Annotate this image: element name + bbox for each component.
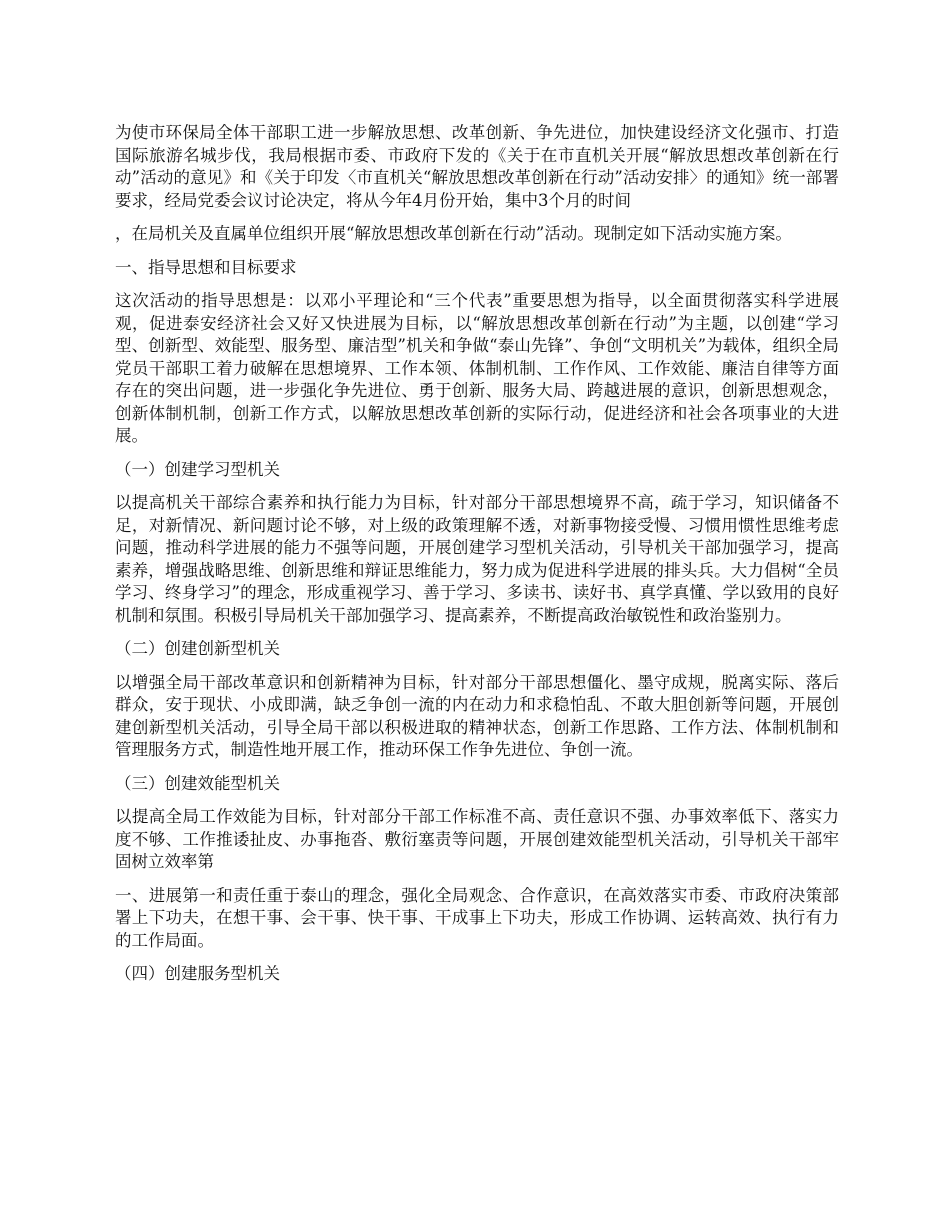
learning-paragraph: 以提高机关干部综合素养和执行能力为目标，针对部分干部思想境界不高，疏于学习，知识储备不足，对新情况、新问题讨论不够，对上级的政策理解不透，对新事物接受慢、习惯用惯性思维考虑问题，推动科学进展的能力不强等问题，开展创建学习型机关活动，引导机关干部加强学习，提高素养，增强战略思维、创新思维和辩证思维能力，努力成为促进科学进展的排头兵。大力倡树“全员学习、终身学习”的理念，形成重视学习、善于学习、多读书、读好书、真学真懂、学以致用的良好机制和氛围。积极引导局机关干部加强学习、提高素养，不断提高政治敏锐性和政治鉴别力。 [115, 493, 839, 625]
intro-paragraph-continued: ，在局机关及直属单位组织开展“解放思想改革创新在行动”活动。现制定如下活动实施方案。 [115, 224, 792, 243]
document-page [115, 122, 839, 997]
section-heading-guiding-thought: 一、指导思想和目标要求 [115, 257, 297, 277]
subsection-heading-service: （四）创建服务型机关 [115, 964, 280, 983]
efficiency-paragraph-continued: 一、进展第一和责任重于泰山的理念，强化全局观念、合作意识，在高效落实市委、市政府决策部署上下功夫，在想干事、会干事、快干事、干成事上下功夫，形成工作协调、运转高效、执行有力的工作局面。 [115, 885, 839, 950]
subsection-heading-efficiency: （三）创建效能型机关 [115, 773, 280, 793]
subsection-heading-innovation: （二）创建创新型机关 [115, 639, 280, 658]
subsection-heading-learning: （一）创建学习型机关 [115, 459, 280, 479]
efficiency-paragraph: 以提高全局工作效能为目标，针对部分干部工作标准不高、责任意识不强、办事效率低下、落实力度不够、工作推诿扯皮、办事拖沓、敷衍塞责等问题，开展创建效能型机关活动，引导机关干部牢固树立效率第 [115, 807, 839, 871]
intro-paragraph: 为使市环保局全体干部职工进一步解放思想、改革创新、争先进位，加快建设经济文化强市、打造国际旅游名城步伐，我局根据市委、市政府下发的《关于在市直机关开展“解放思想改革创新在行动”活动的意见》和《关于印发〈市直机关“解放思想改革创新在行动”活动安排〉的通知》统一部署要求，经局党委会议讨论决定，将从今年4月份开始，集中3个月的时间 [115, 123, 839, 210]
guiding-thought-paragraph: 这次活动的指导思想是：以邓小平理论和“三个代表”重要思想为指导，以全面贯彻落实科学进展观，促进泰安经济社会又好又快进展为目标，以“解放思想改革创新在行动”为主题，以创建“学习型、创新型、效能型、服务型、廉洁型”机关和争做“泰山先锋”、争创“文明机关”为载体，组织全局党员干部职工着力破解在思想境界、工作本领、体制机制、工作作风、工作效能、廉洁自律等方面存在的突出问题，进一步强化争先进位、勇于创新、服务大局、跨越进展的意识，创新思想观念，创新体制机制，创新工作方式，以解放思想改革创新的实际行动，促进经济和社会各项事业的大进展。 [115, 291, 839, 445]
innovation-paragraph: 以增强全局干部改革意识和创新精神为目标，针对部分干部思想僵化、墨守成规，脱离实际、落后群众，安于现状、小成即满，缺乏争创一流的内在动力和求稳怕乱、不敢大胆创新等问题，开展创建创新型机关活动，引导全局干部以积极进取的精神状态，创新工作思路、工作方法、体制机制和管理服务方式，制造性地开展工作，推动环保工作争先进位、争创一流。 [115, 672, 839, 759]
